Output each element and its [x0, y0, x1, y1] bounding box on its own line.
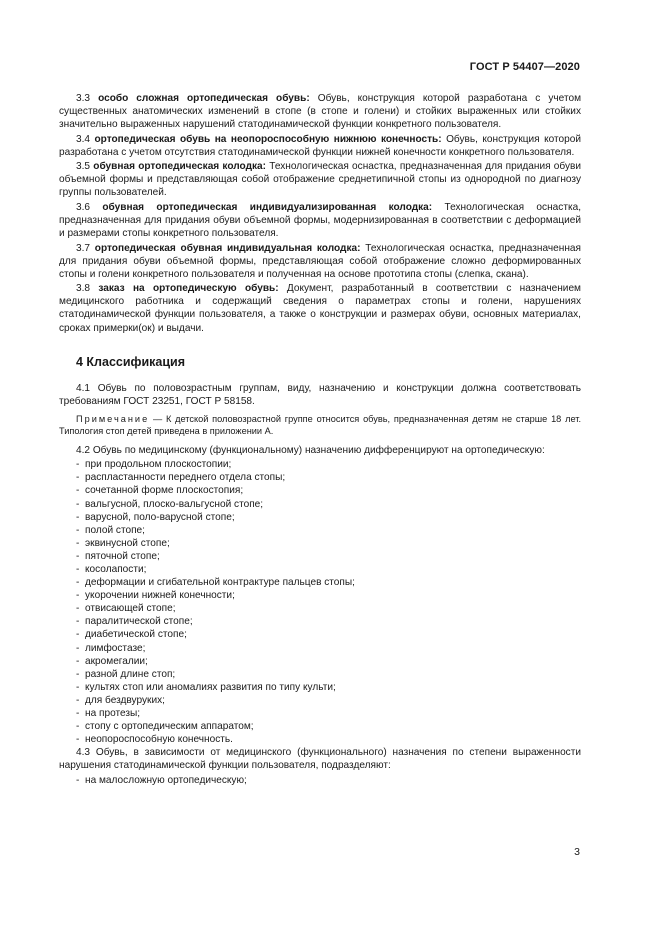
- complexity-list: [59, 774, 581, 787]
- list-item: [59, 550, 581, 563]
- list-dash: -: [76, 629, 80, 641]
- list-item-text: диабетической стопе;: [85, 629, 187, 641]
- page-number: 3: [574, 846, 580, 858]
- list-dash: -: [76, 616, 80, 628]
- list-item: [59, 774, 581, 787]
- definition-text: Обувь, конструкция которой разработана с учетом существенных анатомических изменений в стопе (в стопе и голени) и стойких выраженных или стойких значительно выраженных нарушений статодинамической функции конкретного пользователя.: [59, 93, 582, 131]
- section-heading: 4 Классификация: [76, 354, 186, 369]
- list-dash: -: [76, 668, 80, 680]
- definition-3-8: [59, 282, 581, 334]
- list-item: [59, 642, 581, 655]
- note: [59, 413, 581, 438]
- list-dash: -: [76, 472, 80, 484]
- list-item-text: вальгусной, плоско-вальгусной стопе;: [85, 498, 264, 510]
- definition-term: заказ на ортопедическую обувь:: [98, 283, 279, 295]
- list-item: [59, 471, 581, 484]
- list-item-text: разной длине стоп;: [85, 668, 176, 680]
- list-item-text: лимфостазе;: [85, 642, 146, 654]
- definition-term: обувная ортопедическая индивидуализированная колодка:: [102, 201, 433, 213]
- definition-term: обувная ортопедическая колодка:: [93, 161, 266, 173]
- list-dash: -: [76, 498, 80, 510]
- document-header: ГОСТ Р 54407—2020: [469, 61, 580, 73]
- definition-text: Обувь, конструкция которой разработана с учетом отсутствия статодинамической функции нижней конечности конкретного пользователя.: [59, 133, 582, 158]
- list-item: [59, 589, 581, 602]
- list-item-text: варусной, поло-варусной стопе;: [85, 511, 235, 523]
- list-item-text: эквинусной стопе;: [85, 537, 170, 549]
- list-dash: -: [76, 459, 80, 471]
- list-item: [59, 694, 581, 707]
- list-dash: -: [76, 550, 80, 562]
- list-dash: -: [76, 681, 80, 693]
- orthopedic-types-list: [59, 458, 581, 746]
- list-dash: -: [76, 485, 80, 497]
- list-item-text: сочетанной форме плоскостопия;: [85, 485, 244, 497]
- list-dash: -: [76, 708, 80, 719]
- definition-text: Технологическая оснастка, предназначенная для придания обуви объемной формы, модернизированная в соответствии с деформацией и размерами стопы конкретного пользователя.: [59, 201, 581, 240]
- list-item-text: паралитической стопе;: [85, 616, 193, 628]
- list-item-text: стопу с ортопедическим аппаратом;: [85, 721, 254, 733]
- list-item: [59, 720, 581, 733]
- list-item: [59, 458, 581, 471]
- list-item: [59, 484, 581, 497]
- list-item-text: для бездвуруких;: [85, 694, 165, 706]
- list-item-text: пяточной стопе;: [85, 550, 160, 562]
- list-dash: -: [76, 590, 80, 602]
- definition-text: Документ, разработанный в соответствии с назначением медицинского работника и содержащий сведения о параметрах стопы и голени, нарушениях статодинамической функции пользователя, а также о конструкции и размерах обуви, основных материалах, сроках примерки(ок) и выдачи.: [59, 283, 581, 334]
- list-item-text: при продольном плоскостопии;: [85, 459, 232, 471]
- list-dash: -: [76, 694, 80, 706]
- list-item: [59, 602, 581, 615]
- list-dash: -: [76, 537, 80, 549]
- list-item: [59, 733, 581, 746]
- definition-3-7: [59, 242, 581, 281]
- definition-number: 3.4: [76, 133, 91, 145]
- definition-text: Технологическая оснастка, предназначенная для придания обуви объемной формы, представляющая собой отображение сложно деформированных стопы и голени конкретного пользователя и полученная на основе прототипа стопы (слепка, скана).: [59, 242, 581, 280]
- list-item: [59, 576, 581, 589]
- definition-3-5: [59, 160, 581, 199]
- list-dash: -: [76, 655, 80, 667]
- definition-3-3: [59, 92, 581, 131]
- document-body: [59, 92, 581, 787]
- list-item: [59, 615, 581, 628]
- list-item: [59, 668, 581, 681]
- list-item: [59, 681, 581, 694]
- definition-term: особо сложная ортопедическая обувь:: [98, 93, 310, 104]
- paragraph-4-2: 4.2 Обувь по медицинскому (функциональному) назначению дифференцируют на ортопедическую:: [76, 444, 545, 456]
- list-item-text: акромегалии;: [85, 655, 148, 667]
- list-dash: -: [76, 774, 80, 786]
- list-dash: -: [76, 642, 80, 654]
- list-item: [59, 563, 581, 576]
- paragraph-4-3: 4.3 Обувь, в зависимости от медицинского (функционального) назначения по степени выраженности нарушения статодинамической функции пользователя, подразделяют:: [59, 747, 581, 772]
- definition-text: Технологическая оснастка, предназначенная для придания обуви объемной формы и представляющая собой отображение среднетипичной стопы из однородной по диагнозу группы пользователей.: [59, 161, 581, 199]
- definition-3-4: [59, 133, 581, 159]
- list-item: [59, 511, 581, 524]
- list-dash: -: [76, 524, 80, 536]
- list-item-text: косолапости;: [85, 563, 147, 575]
- note-text: — К детской половозрастной группе относится обувь, предназначенная детям не старше 18 лет. Типология стоп детей приведена в приложении А.: [59, 413, 581, 437]
- list-dash: -: [76, 577, 80, 589]
- list-item-text: отвисающей стопе;: [85, 603, 176, 615]
- definition-number: 3.5: [76, 161, 91, 173]
- list-dash: -: [76, 511, 80, 523]
- list-item: [59, 537, 581, 550]
- definition-3-6: [59, 201, 581, 240]
- list-item-text: на малосложную ортопедическую;: [85, 774, 247, 786]
- list-item-text: культях стоп или аномалиях развития по типу культи;: [85, 681, 336, 693]
- definition-number: 3.7: [76, 242, 91, 254]
- list-item: [59, 655, 581, 668]
- definition-number: 3.3: [76, 93, 91, 104]
- list-item-text: распластанности переднего отдела стопы;: [85, 472, 286, 484]
- list-dash: -: [76, 563, 80, 575]
- list-item-text: на протезы;: [85, 708, 141, 719]
- list-item: [59, 707, 581, 720]
- definition-term: ортопедическая обувная индивидуальная колодка:: [94, 242, 361, 254]
- paragraph-4-1: 4.1 Обувь по половозрастным группам, виду, назначению и конструкции должна соответствовать требованиям ГОСТ 23251, ГОСТ Р 58158.: [59, 382, 581, 407]
- note-label: Примечание: [76, 413, 150, 424]
- list-item: [59, 498, 581, 511]
- definition-number: 3.6: [76, 201, 91, 213]
- list-dash: -: [76, 734, 80, 746]
- list-item: [59, 524, 581, 537]
- list-item-text: укорочении нижней конечности;: [85, 590, 235, 602]
- list-item-text: неопороспособную конечность.: [85, 734, 233, 746]
- list-dash: -: [76, 603, 80, 615]
- definition-number: 3.8: [76, 283, 91, 295]
- definition-term: ортопедическая обувь на неопороспособную нижнюю конечность:: [94, 133, 442, 145]
- list-item: [59, 628, 581, 641]
- list-item-text: полой стопе;: [85, 524, 145, 536]
- list-item-text: деформации и сгибательной контрактуре пальцев стопы;: [85, 577, 355, 589]
- list-dash: -: [76, 721, 80, 733]
